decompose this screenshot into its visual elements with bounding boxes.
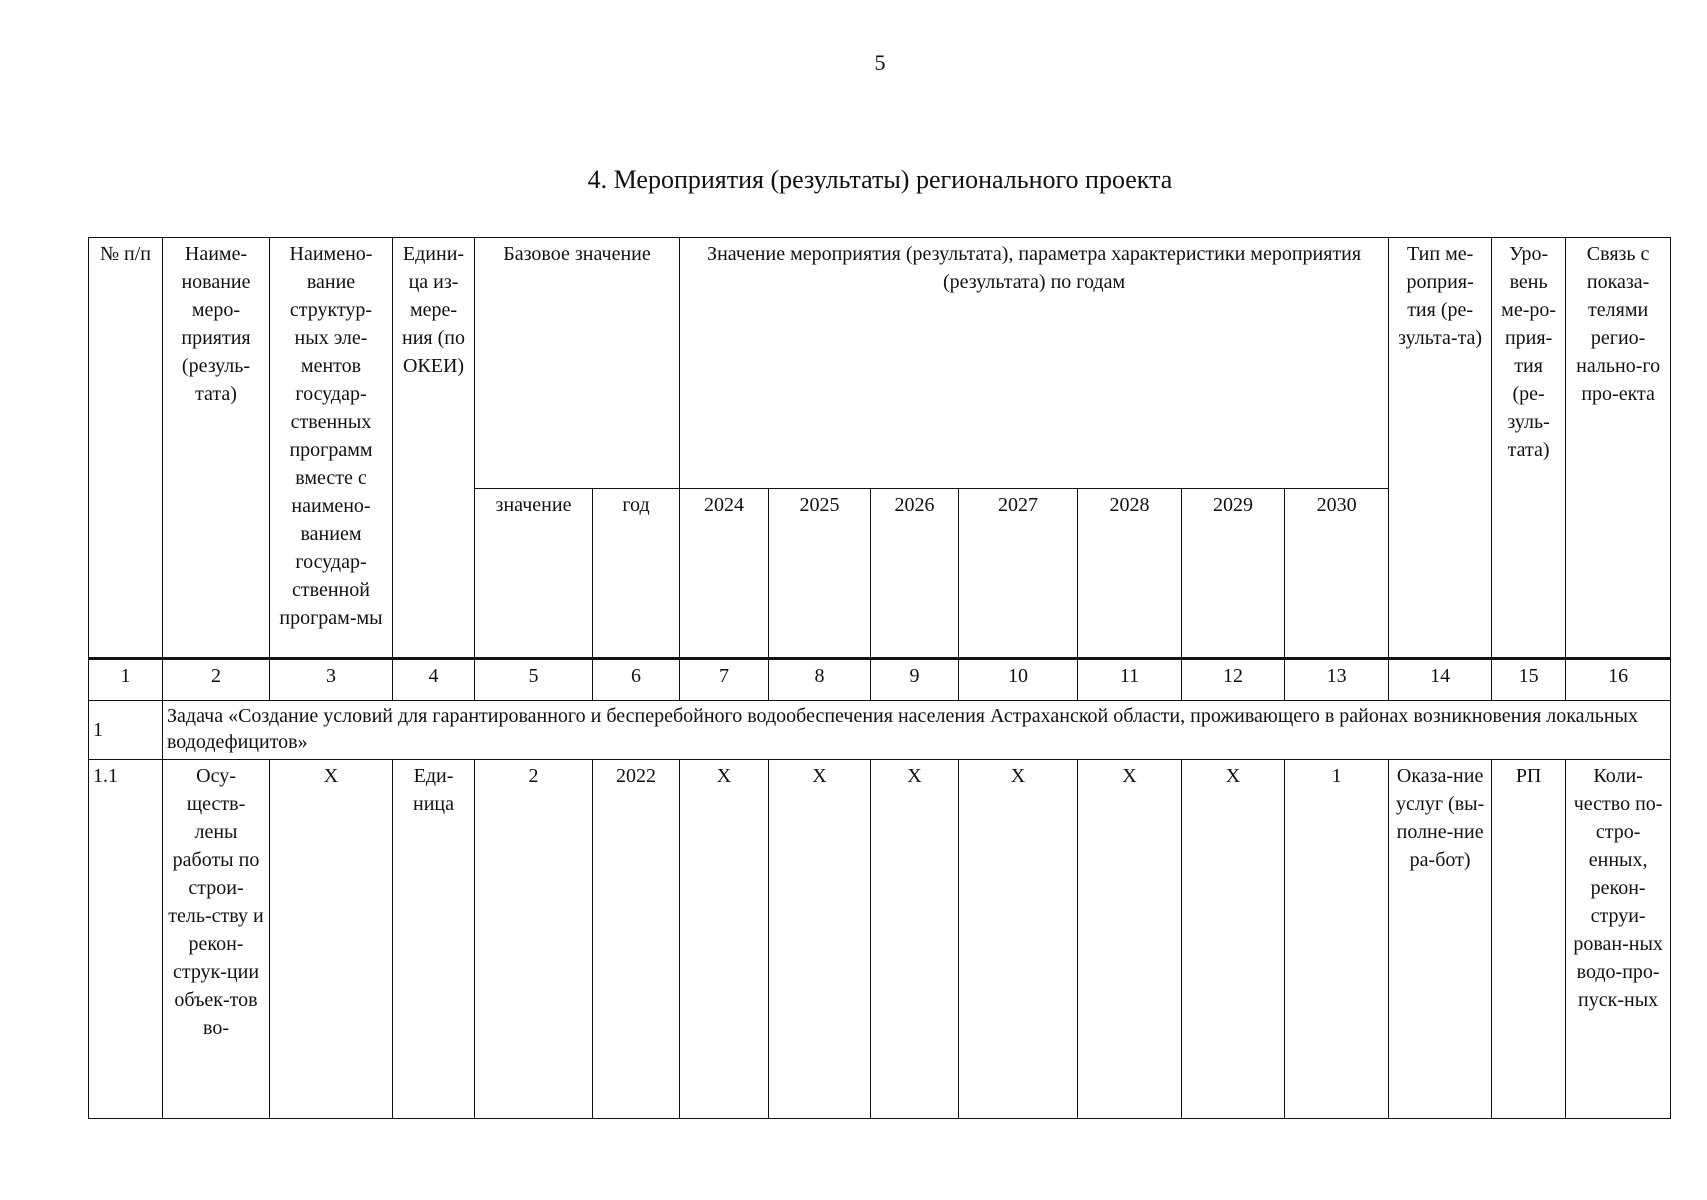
column-number: 14: [1389, 659, 1492, 701]
column-number: 12: [1182, 659, 1285, 701]
header-values-by-year: Значение мероприятия (результата), параметра характеристики мероприятия (результата) по годам: [680, 238, 1389, 489]
column-number: 5: [475, 659, 593, 701]
section-title: 4. Мероприятия (результаты) регионального проекта: [587, 165, 1173, 194]
column-number: 13: [1285, 659, 1389, 701]
header-base-value-value: значение: [475, 489, 593, 659]
column-number: 2: [163, 659, 270, 701]
header-number: № п/п: [89, 238, 163, 659]
year-value: 1: [1285, 760, 1389, 1119]
task-row: [89, 701, 1671, 760]
year-value: Х: [680, 760, 769, 1119]
header-year: 2027: [959, 489, 1078, 659]
event-name: Осу-ществ-лены работы по строи-тель-ству и рекон-струк-ции объек-тов во-: [163, 760, 270, 1119]
event-type: Оказа-ние услуг (вы-полне-ние ра-бот): [1389, 760, 1492, 1119]
row-number: 1.1: [89, 760, 163, 1119]
link-indicators: Коли-чество по-стро-енных, рекон-струи-рован-ных водо-про-пуск-ных: [1566, 760, 1671, 1119]
year-value: Х: [871, 760, 959, 1119]
column-number: 16: [1566, 659, 1671, 701]
task-text: Задача «Создание условий для гарантированного и бесперебойного водообеспечения населения Астраханской области, проживающего в районах возникновения локальных вододефицитов»: [163, 701, 1671, 760]
unit: Еди-ница: [393, 760, 475, 1119]
base-year: 2022: [593, 760, 680, 1119]
column-number: 4: [393, 659, 475, 701]
header-year: 2026: [871, 489, 959, 659]
column-number: 3: [270, 659, 393, 701]
header-year: 2024: [680, 489, 769, 659]
header-row-top: [89, 238, 1671, 489]
header-base-value-year: год: [593, 489, 680, 659]
year-value: Х: [1078, 760, 1182, 1119]
header-event-type: Тип ме-роприя-тия (ре-зульта-та): [1389, 238, 1492, 659]
header-event-name: Наиме-нование меро-приятия (резуль-тата): [163, 238, 270, 659]
year-value: Х: [1182, 760, 1285, 1119]
header-base-value: Базовое значение: [475, 238, 680, 489]
column-number: 11: [1078, 659, 1182, 701]
column-numbers-row: [89, 659, 1671, 701]
header-link-indicators: Связь с показа-телями регио-нально-го про-екта: [1566, 238, 1671, 659]
header-year: 2030: [1285, 489, 1389, 659]
column-number: 7: [680, 659, 769, 701]
column-number: 8: [769, 659, 871, 701]
task-number: 1: [89, 701, 163, 760]
header-year: 2025: [769, 489, 871, 659]
column-number: 10: [959, 659, 1078, 701]
event-level: РП: [1492, 760, 1566, 1119]
table-row: [89, 760, 1671, 1119]
base-value: 2: [475, 760, 593, 1119]
column-number: 1: [89, 659, 163, 701]
header-unit: Едини-ца из-мере-ния (по ОКЕИ): [393, 238, 475, 659]
year-value: Х: [959, 760, 1078, 1119]
column-number: 6: [593, 659, 680, 701]
column-number: 15: [1492, 659, 1566, 701]
structural-element: Х: [270, 760, 393, 1119]
page-number: 5: [874, 50, 886, 75]
header-year: 2028: [1078, 489, 1182, 659]
events-table: [88, 237, 1671, 1119]
header-year: 2029: [1182, 489, 1285, 659]
header-event-level: Уро-вень ме-ро-прия-тия (ре-зуль-тата): [1492, 238, 1566, 659]
column-number: 9: [871, 659, 959, 701]
year-value: Х: [769, 760, 871, 1119]
header-structural-elements: Наимено-вание структур-ных эле-ментов государ-ственных программ вместе с наимено-ванием государ-ственной програм-мы: [270, 238, 393, 659]
